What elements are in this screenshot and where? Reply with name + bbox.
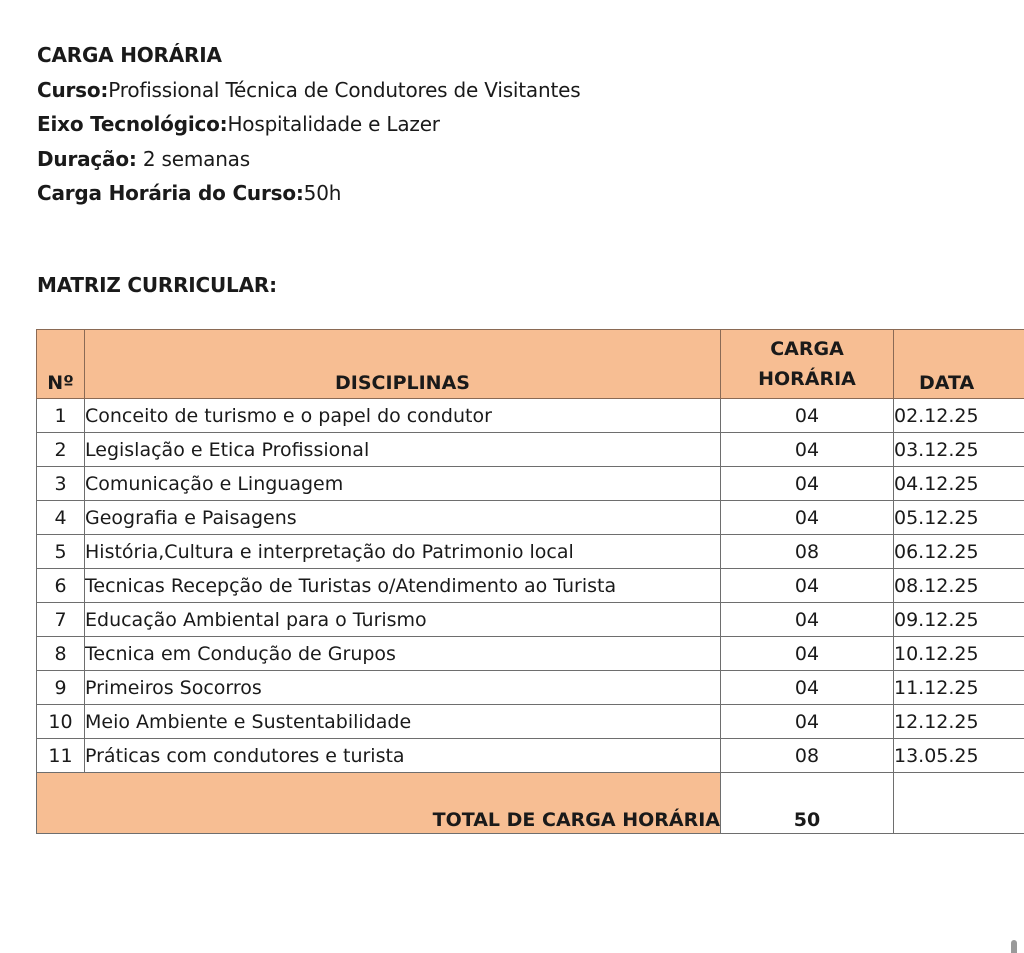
table-header-row <box>37 330 1024 399</box>
cell-disciplina: Tecnicas Recepção de Turistas o/Atendimento ao Turista <box>85 569 721 603</box>
cell-no: 9 <box>37 671 85 705</box>
cell-data: 06.12.25 <box>894 535 1024 569</box>
table-row <box>37 637 1024 671</box>
total-value: 50 <box>721 773 894 834</box>
column-header-data: DATA <box>894 330 1024 399</box>
scrollbar-thumb[interactable] <box>1011 940 1017 953</box>
matriz-heading: MATRIZ CURRICULAR: <box>37 273 277 297</box>
column-header-carga <box>721 330 894 399</box>
cell-disciplina: Tecnica em Condução de Grupos <box>85 637 721 671</box>
cell-data: 05.12.25 <box>894 501 1024 535</box>
field-value: Hospitalidade e Lazer <box>227 112 440 136</box>
cell-carga: 08 <box>721 739 894 773</box>
column-header-no: Nº <box>37 330 85 399</box>
cell-disciplina: Práticas com condutores e turista <box>85 739 721 773</box>
cell-data: 10.12.25 <box>894 637 1024 671</box>
table-row <box>37 705 1024 739</box>
total-empty-cell <box>894 773 1024 834</box>
field-label: Carga Horária do Curso: <box>37 181 304 205</box>
cell-data: 11.12.25 <box>894 671 1024 705</box>
cell-no: 7 <box>37 603 85 637</box>
cell-data: 13.05.25 <box>894 739 1024 773</box>
field-value: 50h <box>303 181 342 205</box>
course-info <box>37 38 580 211</box>
cell-carga: 08 <box>721 535 894 569</box>
cell-carga: 04 <box>721 671 894 705</box>
carga-line1: CARGA <box>770 338 844 360</box>
cell-no: 8 <box>37 637 85 671</box>
table-row <box>37 603 1024 637</box>
field-duracao <box>37 142 580 177</box>
cell-disciplina: Conceito de turismo e o papel do condutor <box>85 399 721 433</box>
cell-carga: 04 <box>721 433 894 467</box>
cell-data: 03.12.25 <box>894 433 1024 467</box>
cell-no: 3 <box>37 467 85 501</box>
cell-no: 11 <box>37 739 85 773</box>
total-row <box>37 773 1024 834</box>
cell-disciplina: História,Cultura e interpretação do Patrimonio local <box>85 535 721 569</box>
cell-disciplina: Geografia e Paisagens <box>85 501 721 535</box>
field-label: Duração: <box>37 146 137 171</box>
cell-carga: 04 <box>721 569 894 603</box>
column-header-disciplinas: DISCIPLINAS <box>85 330 721 399</box>
cell-disciplina: Educação Ambiental para o Turismo <box>85 603 721 637</box>
cell-data: 02.12.25 <box>894 399 1024 433</box>
field-eixo <box>37 107 580 142</box>
cell-carga: 04 <box>721 467 894 501</box>
cell-disciplina: Meio Ambiente e Sustentabilidade <box>85 705 721 739</box>
cell-data: 04.12.25 <box>894 467 1024 501</box>
cell-data: 09.12.25 <box>894 603 1024 637</box>
table-row <box>37 569 1024 603</box>
table-row <box>37 535 1024 569</box>
total-label: TOTAL DE CARGA HORÁRIA <box>37 773 721 834</box>
cell-disciplina: Primeiros Socorros <box>85 671 721 705</box>
cell-carga: 04 <box>721 603 894 637</box>
carga-line2: HORÁRIA <box>758 368 856 390</box>
cell-no: 10 <box>37 705 85 739</box>
field-label: Curso: <box>37 77 109 102</box>
cell-carga: 04 <box>721 637 894 671</box>
cell-disciplina: Comunicação e Linguagem <box>85 467 721 501</box>
cell-disciplina: Legislação e Etica Profissional <box>85 433 721 467</box>
cell-no: 6 <box>37 569 85 603</box>
cell-no: 1 <box>37 399 85 433</box>
table-row <box>37 671 1024 705</box>
cell-data: 12.12.25 <box>894 705 1024 739</box>
cell-carga: 04 <box>721 501 894 535</box>
cell-carga: 04 <box>721 705 894 739</box>
table-row <box>37 501 1024 535</box>
field-label: Eixo Tecnológico: <box>37 112 228 136</box>
field-value: 2 semanas <box>136 146 250 171</box>
curriculum-table <box>36 329 1024 834</box>
field-carga-horaria <box>37 176 580 211</box>
cell-data: 08.12.25 <box>894 569 1024 603</box>
cell-no: 2 <box>37 433 85 467</box>
cell-carga: 04 <box>721 399 894 433</box>
table-row <box>37 467 1024 501</box>
cell-no: 4 <box>37 501 85 535</box>
document-title: CARGA HORÁRIA <box>37 43 222 67</box>
cell-no: 5 <box>37 535 85 569</box>
table-row <box>37 433 1024 467</box>
field-value: Profissional Técnica de Condutores de Visitantes <box>108 77 581 102</box>
table-row <box>37 399 1024 433</box>
field-curso <box>37 73 580 108</box>
table-row <box>37 739 1024 773</box>
